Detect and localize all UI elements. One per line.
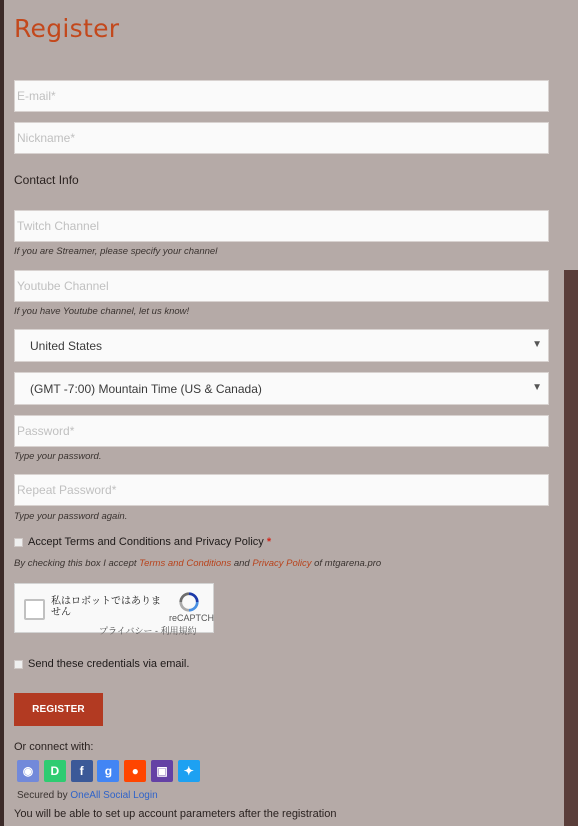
country-select[interactable] xyxy=(14,329,549,362)
terms-hint-prefix: By checking this box I accept xyxy=(14,558,140,569)
twitch-icon: ▣ xyxy=(156,764,168,778)
timezone-select[interactable] xyxy=(14,372,549,405)
terms-hint xyxy=(14,558,381,569)
reddit-icon: ● xyxy=(131,764,139,778)
secured-by xyxy=(17,790,158,801)
recaptcha-widget xyxy=(14,583,215,636)
disqus-login-button[interactable] xyxy=(44,760,66,782)
terms-suffix: of mtgarena.pro xyxy=(311,558,382,569)
after-registration-note: You will be able to set up account parameters after the registration xyxy=(14,808,337,820)
facebook-icon: f xyxy=(79,764,84,778)
discord-icon: ◉ xyxy=(22,764,34,778)
twitter-login-button[interactable] xyxy=(178,760,200,782)
page-title: Register xyxy=(14,14,120,43)
send-credentials-label: Send these credentials via email. xyxy=(28,658,190,670)
recaptcha-links[interactable]: プライバシー - 利用規約 xyxy=(99,626,197,636)
twitch-login-button[interactable] xyxy=(151,760,173,782)
terms-link[interactable]: Terms and Conditions xyxy=(139,558,232,569)
page-edge-light xyxy=(564,0,578,270)
recaptcha-logo-icon xyxy=(178,591,200,613)
reddit-login-button[interactable] xyxy=(124,760,146,782)
chevron-down-icon: ▼ xyxy=(532,382,542,393)
disqus-icon: D xyxy=(50,764,60,778)
youtube-hint: If you have Youtube channel, let us know! xyxy=(14,306,190,317)
twitch-hint: If you are Streamer, please specify your channel xyxy=(14,246,218,257)
google-icon: g xyxy=(104,764,113,778)
privacy-link[interactable]: Privacy Policy xyxy=(252,558,312,569)
terms-checkbox[interactable] xyxy=(14,538,23,547)
oneall-link[interactable]: OneAll Social Login xyxy=(70,790,158,801)
terms-label xyxy=(28,536,271,548)
terms-label-text: Accept Terms and Conditions and Privacy Policy xyxy=(28,536,264,548)
twitch-channel-field[interactable] xyxy=(14,210,549,242)
recaptcha-text: 私はロボットではありません xyxy=(51,596,161,618)
timezone-value: (GMT -7:00) Mountain Time (US & Canada) xyxy=(30,381,262,396)
youtube-channel-field[interactable] xyxy=(14,270,549,302)
password-hint: Type your password. xyxy=(14,451,102,462)
facebook-login-button[interactable] xyxy=(71,760,93,782)
chevron-down-icon: ▼ xyxy=(532,339,542,350)
repeat-password-field[interactable] xyxy=(14,474,549,506)
discord-login-button[interactable] xyxy=(17,760,39,782)
nickname-field[interactable] xyxy=(14,122,549,154)
recaptcha-checkbox[interactable] xyxy=(24,599,45,620)
recaptcha-brand: reCAPTCH xyxy=(169,613,215,623)
google-login-button[interactable] xyxy=(97,760,119,782)
terms-and: and xyxy=(231,558,253,569)
send-credentials-checkbox[interactable] xyxy=(14,660,23,669)
twitter-icon: ✦ xyxy=(183,764,194,778)
country-value: United States xyxy=(30,338,103,353)
secured-prefix: Secured by xyxy=(17,790,71,801)
register-button[interactable]: REGISTER xyxy=(14,693,103,726)
connect-label: Or connect with: xyxy=(14,741,94,753)
repeat-password-hint: Type your password again. xyxy=(14,511,128,522)
password-field[interactable] xyxy=(14,415,549,447)
required-mark: * xyxy=(266,536,272,548)
contact-info-heading: Contact Info xyxy=(14,173,79,187)
email-field[interactable] xyxy=(14,80,549,112)
